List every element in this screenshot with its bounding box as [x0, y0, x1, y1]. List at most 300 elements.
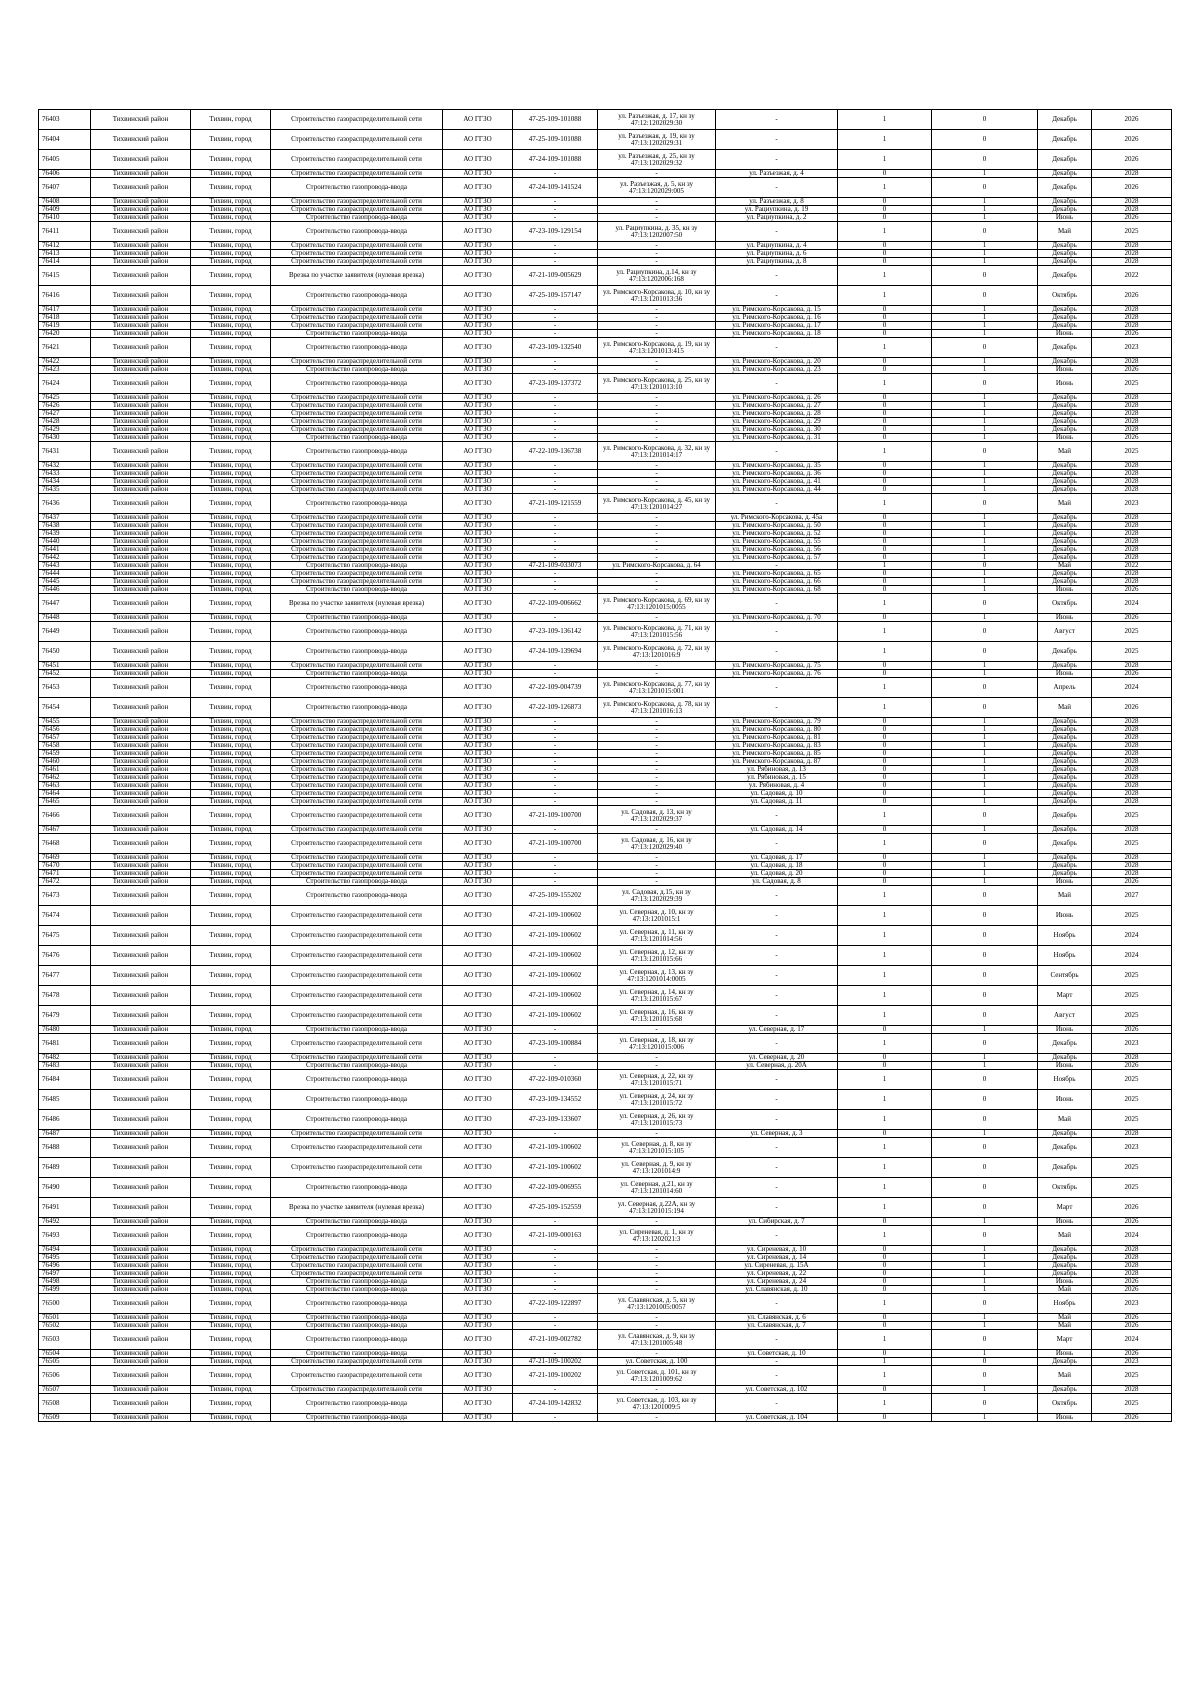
table-row: [39, 862, 1172, 870]
row-number-cell: 76466: [39, 806, 91, 826]
application-number-cell: -: [513, 426, 598, 434]
settlement-cell: Тихвин, город: [191, 678, 271, 698]
application-number-cell: 47-23-109-129154: [513, 222, 598, 242]
planned-flag-cell: 1: [932, 1278, 1038, 1286]
cadastral-number: 47:13:1202029:40: [630, 842, 683, 851]
planned-flag-cell: 1: [932, 1130, 1038, 1138]
row-number-cell: 76420: [39, 330, 91, 338]
organization-cell: АО ГГЗО: [443, 330, 513, 338]
row-number-cell: 76416: [39, 286, 91, 306]
table-row: [39, 402, 1172, 410]
cadastral-number: 47:13:1201015:194: [629, 1206, 684, 1215]
year-cell: 2028: [1092, 322, 1172, 330]
district-cell: Тихвинский район: [91, 150, 191, 170]
planned-flag-cell: 0: [932, 1090, 1038, 1110]
table-row: [39, 1034, 1172, 1054]
street-address-cell: -: [716, 1090, 838, 1110]
row-number-cell: 76469: [39, 854, 91, 862]
year-cell: 2028: [1092, 782, 1172, 790]
organization-cell: АО ГГЗО: [443, 1138, 513, 1158]
street-address-cell: -: [716, 1178, 838, 1198]
address-line: -: [655, 569, 658, 577]
year-cell: 2025: [1092, 966, 1172, 986]
district-cell: Тихвинский район: [91, 642, 191, 662]
connected-flag-cell: 0: [838, 1218, 932, 1226]
table-row: [39, 1198, 1172, 1218]
settlement-cell: Тихвин, город: [191, 642, 271, 662]
row-number-cell: 76470: [39, 862, 91, 870]
table-row: [39, 1006, 1172, 1026]
table-row: [39, 1286, 1172, 1294]
cadastral-number: 47:13:1202021:3: [632, 1234, 681, 1243]
work-type-cell: Строительство газораспределительной сети: [271, 862, 443, 870]
address-line: ул. Римского-Корсакова, д. 69, кн зу: [603, 595, 710, 604]
planned-flag-cell: 1: [932, 358, 1038, 366]
month-cell: Июнь: [1038, 1350, 1092, 1358]
month-cell: Декабрь: [1038, 178, 1092, 198]
cadastral-number: 47:13:1201014:0005: [627, 974, 686, 983]
year-cell: 2028: [1092, 462, 1172, 470]
street-address-cell: ул. Римского-Корсакова, д. 76: [716, 670, 838, 678]
table-row: [39, 1062, 1172, 1070]
street-address-cell: ул. Римского-Корсакова, д. 41: [716, 478, 838, 486]
planned-flag-cell: 1: [932, 434, 1038, 442]
settlement-cell: Тихвин, город: [191, 1394, 271, 1414]
application-number-cell: -: [513, 1350, 598, 1358]
row-number-cell: 76501: [39, 1314, 91, 1322]
connected-flag-cell: 0: [838, 878, 932, 886]
street-address-cell: ул. Славянская, д. 10: [716, 1286, 838, 1294]
cadastral-number: 47:13:1202007:50: [630, 230, 683, 239]
district-cell: Тихвинский район: [91, 402, 191, 410]
work-type-cell: Строительство газораспределительной сети: [271, 522, 443, 530]
address-line: ул. Северная, д. 22, кн зу: [619, 1071, 694, 1080]
work-type-cell: Строительство газопровода-ввода: [271, 1226, 443, 1246]
connected-flag-cell: 1: [838, 678, 932, 698]
work-type-cell: Строительство газопровода-ввода: [271, 1090, 443, 1110]
organization-cell: АО ГГЗО: [443, 486, 513, 494]
planned-flag-cell: 1: [932, 1218, 1038, 1226]
district-cell: Тихвинский район: [91, 1286, 191, 1294]
application-number-cell: 47-23-109-137372: [513, 374, 598, 394]
cadastral-number: 47:13:1201015:0055: [627, 602, 686, 611]
organization-cell: АО ГГЗО: [443, 1270, 513, 1278]
cadastral-address-cell: [598, 222, 716, 242]
table-row: [39, 622, 1172, 642]
street-address-cell: ул. Римского-Корсакова, д. 87: [716, 758, 838, 766]
planned-flag-cell: 0: [932, 442, 1038, 462]
cadastral-address-cell: [598, 110, 716, 130]
district-cell: Тихвинский район: [91, 470, 191, 478]
cadastral-address-cell: [598, 426, 716, 434]
month-cell: Декабрь: [1038, 1358, 1092, 1366]
application-number-cell: -: [513, 554, 598, 562]
connected-flag-cell: 1: [838, 266, 932, 286]
year-cell: 2024: [1092, 594, 1172, 614]
cadastral-number: 47:13:1201015:006: [629, 1042, 684, 1051]
settlement-cell: Тихвин, город: [191, 1286, 271, 1294]
work-type-cell: Строительство газораспределительной сети: [271, 470, 443, 478]
year-cell: 2028: [1092, 402, 1172, 410]
work-type-cell: Строительство газораспределительной сети: [271, 410, 443, 418]
street-address-cell: -: [716, 1226, 838, 1246]
work-type-cell: Строительство газораспределительной сети: [271, 314, 443, 322]
address-line: ул. Северная, д. 13, кн зу: [619, 967, 694, 976]
month-cell: Декабрь: [1038, 338, 1092, 358]
organization-cell: АО ГГЗО: [443, 886, 513, 906]
street-address-cell: -: [716, 110, 838, 130]
application-number-cell: 47-23-109-136142: [513, 622, 598, 642]
row-number-cell: 76505: [39, 1358, 91, 1366]
cadastral-address-cell: [598, 854, 716, 862]
street-address-cell: ул. Римского-Корсакова, д. 23: [716, 366, 838, 374]
month-cell: Май: [1038, 1322, 1092, 1330]
street-address-cell: ул. Рациупкина, д. 2: [716, 214, 838, 222]
organization-cell: АО ГГЗО: [443, 410, 513, 418]
organization-cell: АО ГГЗО: [443, 130, 513, 150]
cadastral-address-cell: [598, 306, 716, 314]
settlement-cell: Тихвин, город: [191, 862, 271, 870]
month-cell: Декабрь: [1038, 198, 1092, 206]
row-number-cell: 76475: [39, 926, 91, 946]
work-type-cell: Строительство газораспределительной сети: [271, 1138, 443, 1158]
address-line: -: [655, 1321, 658, 1329]
settlement-cell: Тихвин, город: [191, 110, 271, 130]
connected-flag-cell: 0: [838, 426, 932, 434]
connected-flag-cell: 0: [838, 170, 932, 178]
district-cell: Тихвинский район: [91, 486, 191, 494]
organization-cell: АО ГГЗО: [443, 826, 513, 834]
district-cell: Тихвинский район: [91, 130, 191, 150]
cadastral-number: 47:13:1201015:1: [632, 914, 681, 923]
cadastral-address-cell: [598, 1270, 716, 1278]
planned-flag-cell: 1: [932, 394, 1038, 402]
work-type-cell: Строительство газопровода-ввода: [271, 366, 443, 374]
year-cell: 2028: [1092, 198, 1172, 206]
table-row: [39, 338, 1172, 358]
street-address-cell: -: [716, 1138, 838, 1158]
connected-flag-cell: 0: [838, 774, 932, 782]
address-line: -: [655, 1285, 658, 1293]
row-number-cell: 76450: [39, 642, 91, 662]
month-cell: Октябрь: [1038, 1178, 1092, 1198]
address-line: -: [655, 1277, 658, 1285]
district-cell: Тихвинский район: [91, 1386, 191, 1394]
cadastral-address-cell: [598, 554, 716, 562]
address-line: ул. Северная, д. 14, кн зу: [619, 987, 694, 996]
cadastral-address-cell: [598, 586, 716, 594]
row-number-cell: 76447: [39, 594, 91, 614]
planned-flag-cell: 0: [932, 150, 1038, 170]
connected-flag-cell: 1: [838, 594, 932, 614]
work-type-cell: Строительство газопровода-ввода: [271, 1026, 443, 1034]
cadastral-number: 47:13:1201005:0057: [627, 1302, 686, 1311]
street-address-cell: -: [716, 806, 838, 826]
address-line: -: [655, 249, 658, 257]
district-cell: Тихвинский район: [91, 1054, 191, 1062]
street-address-cell: -: [716, 622, 838, 642]
month-cell: Декабрь: [1038, 514, 1092, 522]
application-number-cell: -: [513, 434, 598, 442]
work-type-cell: Строительство газораспределительной сети: [271, 130, 443, 150]
address-line: -: [655, 485, 658, 493]
address-line: ул. Римского-Корсакова, д. 10, кн зу: [603, 287, 710, 296]
connected-flag-cell: 1: [838, 698, 932, 718]
district-cell: Тихвинский район: [91, 338, 191, 358]
planned-flag-cell: 1: [932, 758, 1038, 766]
district-cell: Тихвинский район: [91, 834, 191, 854]
table-row: [39, 758, 1172, 766]
cadastral-address-cell: [598, 1138, 716, 1158]
district-cell: Тихвинский район: [91, 586, 191, 594]
cadastral-number: 47:13:1201009:5: [632, 1402, 681, 1411]
work-type-cell: Строительство газопровода-ввода: [271, 1394, 443, 1414]
application-number-cell: -: [513, 170, 598, 178]
table-row: [39, 1386, 1172, 1394]
settlement-cell: Тихвин, город: [191, 1386, 271, 1394]
organization-cell: АО ГГЗО: [443, 1130, 513, 1138]
district-cell: Тихвинский район: [91, 394, 191, 402]
settlement-cell: Тихвин, город: [191, 442, 271, 462]
cadastral-address-cell: [598, 214, 716, 222]
year-cell: 2028: [1092, 258, 1172, 266]
settlement-cell: Тихвин, город: [191, 170, 271, 178]
cadastral-address-cell: [598, 410, 716, 418]
district-cell: Тихвинский район: [91, 1278, 191, 1286]
year-cell: 2028: [1092, 546, 1172, 554]
settlement-cell: Тихвин, город: [191, 322, 271, 330]
table-row: [39, 434, 1172, 442]
organization-cell: АО ГГЗО: [443, 214, 513, 222]
year-cell: 2024: [1092, 678, 1172, 698]
year-cell: 2028: [1092, 478, 1172, 486]
row-number-cell: 76405: [39, 150, 91, 170]
district-cell: Тихвинский район: [91, 662, 191, 670]
year-cell: 2026: [1092, 434, 1172, 442]
planned-flag-cell: 1: [932, 366, 1038, 374]
application-number-cell: -: [513, 718, 598, 726]
planned-flag-cell: 0: [932, 1358, 1038, 1366]
connected-flag-cell: 0: [838, 1062, 932, 1070]
district-cell: Тихвинский район: [91, 258, 191, 266]
connected-flag-cell: 1: [838, 1294, 932, 1314]
district-cell: Тихвинский район: [91, 1246, 191, 1254]
row-number-cell: 76443: [39, 562, 91, 570]
year-cell: 2025: [1092, 642, 1172, 662]
address-line: -: [655, 513, 658, 521]
month-cell: Октябрь: [1038, 1394, 1092, 1414]
row-number-cell: 76485: [39, 1090, 91, 1110]
street-address-cell: -: [716, 494, 838, 514]
settlement-cell: Тихвин, город: [191, 1330, 271, 1350]
table-row: [39, 1226, 1172, 1246]
street-address-cell: ул. Садовая, д. 14: [716, 826, 838, 834]
settlement-cell: Тихвин, город: [191, 462, 271, 470]
year-cell: 2025: [1092, 1006, 1172, 1026]
month-cell: Декабрь: [1038, 1246, 1092, 1254]
month-cell: Июнь: [1038, 366, 1092, 374]
table-row: [39, 986, 1172, 1006]
address-line: -: [655, 1413, 658, 1421]
planned-flag-cell: 1: [932, 314, 1038, 322]
connected-flag-cell: 0: [838, 250, 932, 258]
row-number-cell: 76417: [39, 306, 91, 314]
table-row: [39, 1262, 1172, 1270]
cadastral-address-cell: [598, 522, 716, 530]
work-type-cell: Строительство газораспределительной сети: [271, 1358, 443, 1366]
cadastral-address-cell: [598, 1262, 716, 1270]
organization-cell: АО ГГЗО: [443, 1386, 513, 1394]
street-address-cell: -: [716, 906, 838, 926]
address-line: -: [655, 1385, 658, 1393]
cadastral-address-cell: [598, 870, 716, 878]
connected-flag-cell: 0: [838, 402, 932, 410]
cadastral-address-cell: [598, 578, 716, 586]
street-address-cell: ул. Римского-Корсакова, д. 16: [716, 314, 838, 322]
table-row: [39, 726, 1172, 734]
cadastral-address-cell: [598, 1198, 716, 1218]
organization-cell: АО ГГЗО: [443, 1414, 513, 1422]
street-address-cell: -: [716, 374, 838, 394]
row-number-cell: 76490: [39, 1178, 91, 1198]
settlement-cell: Тихвин, город: [191, 374, 271, 394]
planned-flag-cell: 1: [932, 426, 1038, 434]
settlement-cell: Тихвин, город: [191, 470, 271, 478]
year-cell: 2025: [1092, 1070, 1172, 1090]
month-cell: Май: [1038, 494, 1092, 514]
cadastral-address-cell: [598, 782, 716, 790]
settlement-cell: Тихвин, город: [191, 1246, 271, 1254]
year-cell: 2026: [1092, 586, 1172, 594]
district-cell: Тихвинский район: [91, 1314, 191, 1322]
settlement-cell: Тихвин, город: [191, 726, 271, 734]
address-line: -: [655, 213, 658, 221]
address-line: -: [655, 1053, 658, 1061]
work-type-cell: Строительство газопровода-ввода: [271, 1322, 443, 1330]
work-type-cell: Строительство газораспределительной сети: [271, 478, 443, 486]
connected-flag-cell: 0: [838, 530, 932, 538]
address-line: ул. Советская, д. 103, кн зу: [616, 1395, 697, 1404]
work-type-cell: Строительство газопровода-ввода: [271, 338, 443, 358]
organization-cell: АО ГГЗО: [443, 774, 513, 782]
year-cell: 2028: [1092, 538, 1172, 546]
cadastral-number: 47:13:1202029:39: [630, 894, 683, 903]
address-line: ул. Славянская, д. 9, кн зу: [618, 1331, 695, 1340]
street-address-cell: -: [716, 150, 838, 170]
street-address-cell: -: [716, 130, 838, 150]
district-cell: Тихвинский район: [91, 966, 191, 986]
cadastral-address-cell: [598, 250, 716, 258]
application-number-cell: 47-24-109-142832: [513, 1394, 598, 1414]
year-cell: 2026: [1092, 698, 1172, 718]
application-number-cell: 47-21-109-100602: [513, 906, 598, 926]
organization-cell: АО ГГЗО: [443, 478, 513, 486]
work-type-cell: Строительство газопровода-ввода: [271, 1350, 443, 1358]
month-cell: Декабрь: [1038, 1270, 1092, 1278]
street-address-cell: ул. Римского-Корсакова, д. 52: [716, 530, 838, 538]
table-row: [39, 1314, 1172, 1322]
month-cell: Декабрь: [1038, 314, 1092, 322]
work-type-cell: Строительство газораспределительной сети: [271, 734, 443, 742]
connected-flag-cell: 0: [838, 198, 932, 206]
month-cell: Декабрь: [1038, 462, 1092, 470]
cadastral-address-cell: [598, 1254, 716, 1262]
address-line: -: [655, 861, 658, 869]
table-row: [39, 750, 1172, 758]
district-cell: Тихвинский район: [91, 366, 191, 374]
planned-flag-cell: 1: [932, 462, 1038, 470]
district-cell: Тихвинский район: [91, 242, 191, 250]
organization-cell: АО ГГЗО: [443, 966, 513, 986]
planned-flag-cell: 1: [932, 478, 1038, 486]
cadastral-address-cell: [598, 1034, 716, 1054]
year-cell: 2028: [1092, 394, 1172, 402]
district-cell: Тихвинский район: [91, 726, 191, 734]
month-cell: Декабрь: [1038, 1262, 1092, 1270]
settlement-cell: Тихвин, город: [191, 486, 271, 494]
planned-flag-cell: 1: [932, 878, 1038, 886]
cadastral-address-cell: [598, 906, 716, 926]
table-row: [39, 250, 1172, 258]
cadastral-number: 47:13:1201015:68: [630, 1014, 683, 1023]
district-cell: Тихвинский район: [91, 1330, 191, 1350]
address-line: -: [655, 825, 658, 833]
settlement-cell: Тихвин, город: [191, 806, 271, 826]
cadastral-number: 47:13:1201016:9: [632, 650, 681, 659]
organization-cell: АО ГГЗО: [443, 434, 513, 442]
organization-cell: АО ГГЗО: [443, 178, 513, 198]
table-row: [39, 486, 1172, 494]
organization-cell: АО ГГЗО: [443, 462, 513, 470]
address-line: -: [655, 417, 658, 425]
month-cell: Декабрь: [1038, 402, 1092, 410]
street-address-cell: -: [716, 1110, 838, 1130]
work-type-cell: Строительство газопровода-ввода: [271, 1178, 443, 1198]
table-row: [39, 478, 1172, 486]
work-type-cell: Строительство газопровода-ввода: [271, 886, 443, 906]
settlement-cell: Тихвин, город: [191, 966, 271, 986]
organization-cell: АО ГГЗО: [443, 198, 513, 206]
application-number-cell: 47-25-109-101088: [513, 130, 598, 150]
table-row: [39, 586, 1172, 594]
organization-cell: АО ГГЗО: [443, 150, 513, 170]
cadastral-number: 47:13:1201015:73: [630, 1118, 683, 1127]
connected-flag-cell: 1: [838, 286, 932, 306]
organization-cell: АО ГГЗО: [443, 926, 513, 946]
year-cell: 2026: [1092, 130, 1172, 150]
address-line: -: [655, 1269, 658, 1277]
year-cell: 2028: [1092, 306, 1172, 314]
table-row: [39, 774, 1172, 782]
connected-flag-cell: 0: [838, 726, 932, 734]
month-cell: Декабрь: [1038, 870, 1092, 878]
organization-cell: АО ГГЗО: [443, 642, 513, 662]
work-type-cell: Строительство газопровода-ввода: [271, 1286, 443, 1294]
month-cell: Июнь: [1038, 1414, 1092, 1422]
street-address-cell: -: [716, 834, 838, 854]
planned-flag-cell: 1: [932, 726, 1038, 734]
district-cell: Тихвинский район: [91, 1358, 191, 1366]
address-line: -: [655, 313, 658, 321]
settlement-cell: Тихвин, город: [191, 614, 271, 622]
cadastral-address-cell: [598, 314, 716, 322]
planned-flag-cell: 1: [932, 554, 1038, 562]
settlement-cell: Тихвин, город: [191, 1178, 271, 1198]
year-cell: 2024: [1092, 1226, 1172, 1246]
organization-cell: АО ГГЗО: [443, 782, 513, 790]
application-number-cell: 47-23-109-134552: [513, 1090, 598, 1110]
street-address-cell: ул. Римского-Корсакова, д. 29: [716, 418, 838, 426]
